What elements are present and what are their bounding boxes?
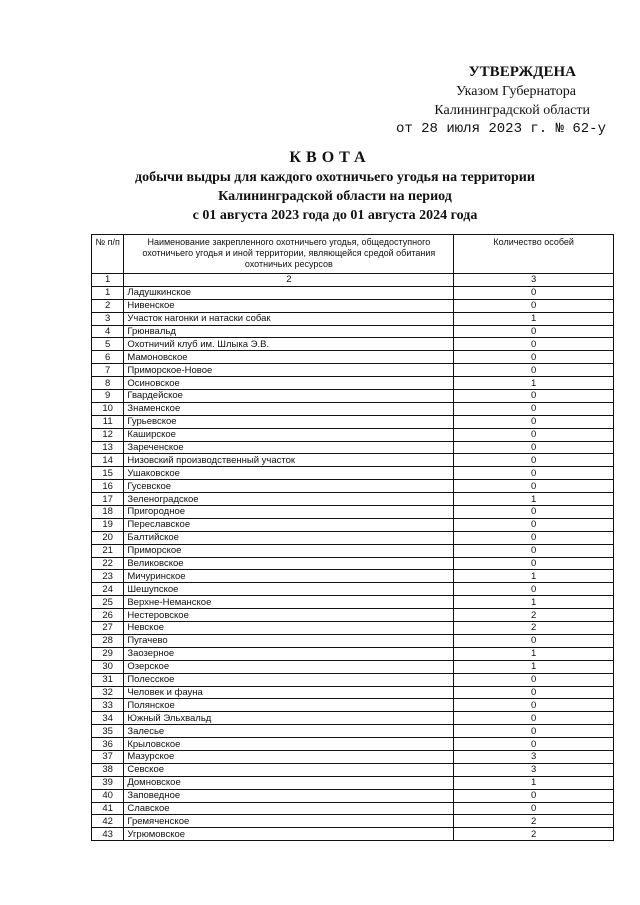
row-number: 2	[92, 299, 124, 312]
row-name: Ладушкинское	[124, 286, 454, 299]
table-row	[92, 609, 614, 622]
row-count: 0	[454, 325, 614, 338]
row-count: 0	[454, 725, 614, 738]
row-count: 0	[454, 518, 614, 531]
row-count: 0	[454, 544, 614, 557]
title-line-2: Калининградской области на период	[218, 189, 452, 204]
index-cell: 1	[92, 274, 124, 287]
row-number: 31	[92, 673, 124, 686]
row-number: 35	[92, 725, 124, 738]
row-name: Севское	[124, 763, 454, 776]
row-number: 13	[92, 441, 124, 454]
row-number: 41	[92, 802, 124, 815]
row-number: 29	[92, 647, 124, 660]
row-number: 24	[92, 583, 124, 596]
row-number: 38	[92, 763, 124, 776]
title-line-1: добычи выдры для каждого охотничьего угодья на территории	[135, 170, 535, 185]
row-count: 1	[454, 377, 614, 390]
table-row	[92, 763, 614, 776]
row-name: Невское	[124, 622, 454, 635]
row-number: 18	[92, 506, 124, 519]
row-number: 43	[92, 828, 124, 841]
table-row	[92, 828, 614, 841]
row-number: 40	[92, 789, 124, 802]
table-row	[92, 789, 614, 802]
table-row	[92, 415, 614, 428]
row-name: Крыловское	[124, 738, 454, 751]
row-number: 4	[92, 325, 124, 338]
table-row	[92, 570, 614, 583]
table-row	[92, 467, 614, 480]
row-name: Шешупское	[124, 583, 454, 596]
row-number: 25	[92, 596, 124, 609]
row-name: Мичуринское	[124, 570, 454, 583]
table-row	[92, 712, 614, 725]
title-heading: КВОТА	[289, 149, 371, 166]
row-number: 16	[92, 480, 124, 493]
table-row	[92, 351, 614, 364]
row-count: 1	[454, 647, 614, 660]
table-row	[92, 454, 614, 467]
row-name: Великовское	[124, 557, 454, 570]
row-count: 0	[454, 364, 614, 377]
row-count: 0	[454, 802, 614, 815]
row-name: Верхне-Неманское	[124, 596, 454, 609]
row-count: 0	[454, 286, 614, 299]
row-number: 23	[92, 570, 124, 583]
row-count: 0	[454, 299, 614, 312]
row-number: 20	[92, 531, 124, 544]
table-row	[92, 390, 614, 403]
table-row	[92, 480, 614, 493]
row-count: 3	[454, 750, 614, 763]
row-count: 1	[454, 493, 614, 506]
row-number: 33	[92, 699, 124, 712]
row-count: 0	[454, 338, 614, 351]
row-name: Мазурское	[124, 750, 454, 763]
row-name: Охотничий клуб им. Шлыка Э.В.	[124, 338, 454, 351]
table-row	[92, 660, 614, 673]
row-count: 0	[454, 415, 614, 428]
row-number: 26	[92, 609, 124, 622]
row-number: 22	[92, 557, 124, 570]
row-name: Залесье	[124, 725, 454, 738]
row-name: Мамоновское	[124, 351, 454, 364]
row-number: 8	[92, 377, 124, 390]
row-name: Пригородное	[124, 506, 454, 519]
row-name: Угрюмовское	[124, 828, 454, 841]
row-name: Полесское	[124, 673, 454, 686]
table-row	[92, 557, 614, 570]
row-number: 11	[92, 415, 124, 428]
row-name: Гусевское	[124, 480, 454, 493]
row-count: 0	[454, 738, 614, 751]
title-line-3: с 01 августа 2023 года до 01 августа 2024 года	[192, 208, 478, 223]
row-count: 0	[454, 634, 614, 647]
table-row	[92, 364, 614, 377]
row-number: 15	[92, 467, 124, 480]
row-count: 3	[454, 763, 614, 776]
table-row	[92, 776, 614, 789]
row-name: Низовский производственный участок	[124, 454, 454, 467]
table-row	[92, 699, 614, 712]
row-name: Заозерное	[124, 647, 454, 660]
table-row	[92, 647, 614, 660]
table-row	[92, 738, 614, 751]
table-row	[92, 286, 614, 299]
table-row	[92, 596, 614, 609]
row-name: Знаменское	[124, 402, 454, 415]
table-row	[92, 325, 614, 338]
table-row	[92, 493, 614, 506]
row-name: Приморское-Новое	[124, 364, 454, 377]
column-index-row	[92, 274, 614, 287]
row-name: Заповедное	[124, 789, 454, 802]
row-count: 0	[454, 686, 614, 699]
header-name: Наименование закрепленного охотничьего угодья, общедоступного охотничьего угодья и иной территории, являющейся средой обитания охотничьих ресурсов	[124, 235, 454, 274]
row-number: 27	[92, 622, 124, 635]
row-number: 28	[92, 634, 124, 647]
table-row	[92, 544, 614, 557]
row-count: 0	[454, 789, 614, 802]
row-name: Каширское	[124, 428, 454, 441]
row-name: Домновское	[124, 776, 454, 789]
approval-issuer: Указом Губернатора	[455, 84, 576, 99]
row-name: Участок нагонки и натаски собак	[124, 312, 454, 325]
index-cell: 3	[454, 274, 614, 287]
row-count: 0	[454, 712, 614, 725]
row-name: Гвардейское	[124, 390, 454, 403]
table-row	[92, 673, 614, 686]
table-row	[92, 441, 614, 454]
row-count: 0	[454, 673, 614, 686]
row-number: 6	[92, 351, 124, 364]
table-row	[92, 518, 614, 531]
table-row	[92, 338, 614, 351]
row-count: 0	[454, 402, 614, 415]
row-name: Полянское	[124, 699, 454, 712]
row-count: 1	[454, 660, 614, 673]
row-number: 37	[92, 750, 124, 763]
row-name: Нестеровское	[124, 609, 454, 622]
document-title	[0, 148, 640, 225]
row-name: Ушаковское	[124, 467, 454, 480]
row-number: 21	[92, 544, 124, 557]
table-row	[92, 750, 614, 763]
row-count: 0	[454, 454, 614, 467]
row-count: 2	[454, 609, 614, 622]
approval-stamp	[396, 62, 606, 139]
row-number: 12	[92, 428, 124, 441]
row-number: 19	[92, 518, 124, 531]
table-header-row	[92, 235, 614, 274]
row-name: Человек и фауна	[124, 686, 454, 699]
row-number: 1	[92, 286, 124, 299]
table-row	[92, 622, 614, 635]
table-row	[92, 583, 614, 596]
row-number: 14	[92, 454, 124, 467]
approval-date: от 28 июля 2023 г. № 62-у	[395, 121, 606, 137]
table-row	[92, 402, 614, 415]
row-number: 7	[92, 364, 124, 377]
table-row	[92, 815, 614, 828]
row-number: 39	[92, 776, 124, 789]
row-count: 0	[454, 390, 614, 403]
row-name: Переславское	[124, 518, 454, 531]
header-num: № п/п	[92, 235, 124, 274]
approval-status: УТВЕРЖДЕНА	[468, 64, 576, 80]
row-number: 3	[92, 312, 124, 325]
row-name: Зареченское	[124, 441, 454, 454]
row-count: 0	[454, 699, 614, 712]
row-number: 9	[92, 390, 124, 403]
table-row	[92, 312, 614, 325]
row-count: 0	[454, 531, 614, 544]
row-name: Гремяченское	[124, 815, 454, 828]
table-row	[92, 725, 614, 738]
row-name: Южный Эльхвальд	[124, 712, 454, 725]
table-row	[92, 634, 614, 647]
table-row	[92, 531, 614, 544]
row-name: Зеленоградское	[124, 493, 454, 506]
table-row	[92, 506, 614, 519]
row-number: 17	[92, 493, 124, 506]
row-number: 5	[92, 338, 124, 351]
row-count: 2	[454, 622, 614, 635]
row-count: 0	[454, 506, 614, 519]
quota-table	[91, 234, 614, 841]
row-number: 10	[92, 402, 124, 415]
table-row	[92, 299, 614, 312]
row-count: 0	[454, 467, 614, 480]
table-row	[92, 428, 614, 441]
row-name: Осиновское	[124, 377, 454, 390]
row-count: 0	[454, 480, 614, 493]
table-row	[92, 377, 614, 390]
table-row	[92, 686, 614, 699]
row-name: Озерское	[124, 660, 454, 673]
row-count: 0	[454, 441, 614, 454]
header-count: Количество особей	[454, 235, 614, 274]
row-count: 2	[454, 815, 614, 828]
row-count: 2	[454, 828, 614, 841]
row-count: 1	[454, 596, 614, 609]
row-count: 0	[454, 428, 614, 441]
row-name: Славское	[124, 802, 454, 815]
row-name: Приморское	[124, 544, 454, 557]
row-name: Балтийское	[124, 531, 454, 544]
row-name: Нивенское	[124, 299, 454, 312]
approval-region: Калининградской области	[434, 103, 590, 118]
row-number: 36	[92, 738, 124, 751]
table-row	[92, 802, 614, 815]
row-count: 1	[454, 312, 614, 325]
row-name: Гурьевское	[124, 415, 454, 428]
row-count: 0	[454, 351, 614, 364]
row-number: 32	[92, 686, 124, 699]
row-count: 0	[454, 557, 614, 570]
row-count: 0	[454, 583, 614, 596]
row-count: 1	[454, 570, 614, 583]
row-count: 1	[454, 776, 614, 789]
row-number: 42	[92, 815, 124, 828]
index-cell: 2	[124, 274, 454, 287]
row-number: 30	[92, 660, 124, 673]
row-name: Пугачево	[124, 634, 454, 647]
row-number: 34	[92, 712, 124, 725]
row-name: Грюнвальд	[124, 325, 454, 338]
